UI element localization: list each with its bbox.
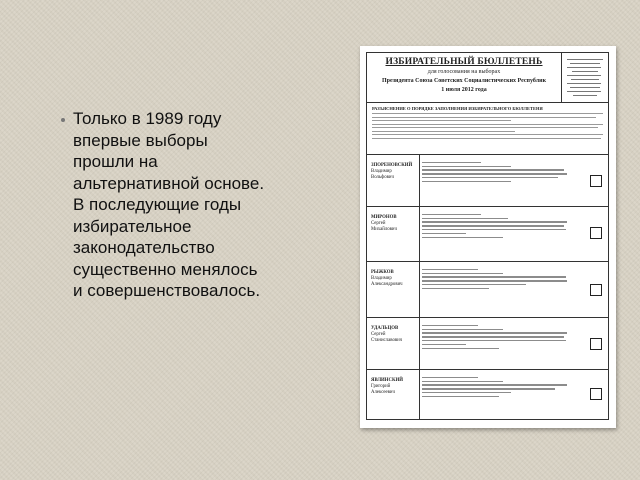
slide-line: избирательное	[73, 216, 192, 236]
slide-line: существенно менялось	[73, 259, 258, 279]
vote-checkbox[interactable]	[590, 175, 602, 187]
slide-line: альтернативной основе.	[73, 173, 265, 193]
slide-line: и совершенствовалось.	[73, 281, 261, 300]
candidate-row	[367, 207, 608, 262]
ballot-image	[360, 46, 616, 428]
ballot-date: 1 июля 2012 года	[441, 87, 487, 93]
ballot-stamp-area	[562, 53, 608, 103]
instructions-title: РАЗЪЯСНЕНИЕ О ПОРЯДКЕ ЗАПОЛНЕНИЯ ИЗБИРАТЕЛЬНОГО БЮЛЛЕТЕНЯ	[372, 106, 543, 111]
candidate-info	[422, 266, 570, 292]
candidate-row	[367, 262, 608, 318]
ballot-subtitle: для голосования на выборах	[427, 69, 501, 75]
candidate-info	[422, 211, 570, 241]
candidate-info	[422, 322, 570, 352]
slide-line: законодательство	[73, 238, 215, 257]
ballot-title: ИЗБИРАТЕЛЬНЫЙ БЮЛЛЕТЕНЬ	[385, 57, 543, 67]
slide-line: впервые выборы	[73, 130, 208, 150]
vote-checkbox[interactable]	[590, 227, 602, 239]
slide-line: прошли на	[73, 152, 158, 171]
ballot-instructions	[367, 103, 608, 155]
vote-checkbox[interactable]	[590, 388, 602, 400]
slide-line: Только в 1989 году	[73, 109, 222, 128]
slide-body-text	[60, 108, 345, 302]
slide-line: В последующие годы	[73, 195, 242, 214]
candidate-info	[422, 159, 570, 185]
candidate-row	[367, 370, 608, 419]
vote-checkbox[interactable]	[590, 284, 602, 296]
candidate-name: ЯВЛИНСКИЙ Григорий Алексеевич	[371, 378, 403, 395]
ballot-election-name: Президента Союза Советских Социалистических Республик	[381, 78, 547, 84]
ballot-sheet	[366, 52, 609, 420]
ballot-header	[367, 53, 562, 103]
candidate-name: ЗПОРЕНОВСКИЙ Владимир Вольфович	[371, 163, 413, 180]
candidate-name: РЫЖКОВ Владимир Александрович	[371, 270, 403, 287]
candidate-row	[367, 155, 608, 207]
candidate-name: МИРОНОВ Сергей Михайлович	[371, 215, 397, 232]
candidate-row	[367, 318, 608, 370]
candidate-info	[422, 374, 570, 400]
vote-checkbox[interactable]	[590, 338, 602, 350]
candidate-name: УДАЛЬЦОВ Сергей Станиславович	[371, 326, 403, 343]
